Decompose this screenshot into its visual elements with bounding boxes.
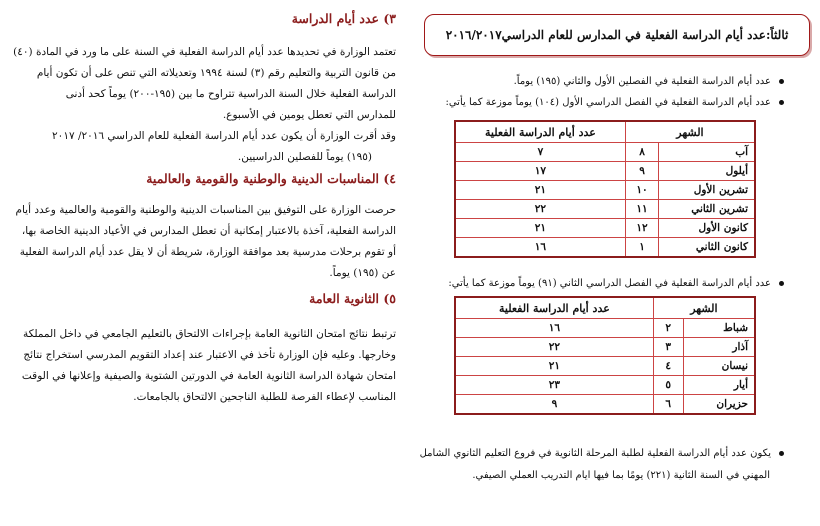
bullet-text: عدد أيام الدراسة الفعلية في الفصلين الأول والثاني (١٩٥) يوماً. xyxy=(513,76,771,87)
para-line: المناسب لإعطاء الفرصة للطلبة الناجحين الالتحاق بالجامعات. xyxy=(133,391,396,403)
section-4-heading: ٤) المناسبات الدينية والوطنية والقومية والعالمية xyxy=(146,171,396,186)
section-3-heading: ٣) عدد أيام الدراسة xyxy=(291,11,396,26)
days-column-header: عدد أيام الدراسة الفعلية xyxy=(455,121,625,143)
month-column-header: الشهر xyxy=(625,121,755,143)
days-cell: ١٦ xyxy=(455,319,653,338)
table-row xyxy=(455,319,755,338)
section-5-paragraph xyxy=(12,324,396,408)
bullet-icon xyxy=(779,451,784,456)
days-cell: ٢٢ xyxy=(455,200,625,219)
para-line: (١٩٥) يوماً للفصلين الدراسيين. xyxy=(237,151,372,163)
para-line: ترتبط نتائج امتحان الثانوية العامة بإجراءات الالتحاق بالتعليم الجامعي في داخل المملكة xyxy=(22,328,396,340)
days-cell: ١٦ xyxy=(455,238,625,258)
month-number-cell: ٥ xyxy=(653,376,683,395)
section-3-paragraph xyxy=(12,42,396,168)
table-row xyxy=(455,376,755,395)
month-number-cell: ١١ xyxy=(625,200,658,219)
days-cell: ١٧ xyxy=(455,162,625,181)
month-cell: تشرين الأول xyxy=(659,181,755,200)
bullet-text: عدد أيام الدراسة الفعلية في الفصل الدراسي الأول (١٠٤) يوماً موزعة كما يأتي: xyxy=(445,97,771,108)
table-row xyxy=(455,181,755,200)
bullet-text: يكون عدد أيام الدراسة الفعلية لطلبة المرحلة الثانوية في فروع التعليم الثانوي الشامل xyxy=(419,448,771,459)
month-number-cell: ٤ xyxy=(653,357,683,376)
bullet-item xyxy=(514,74,784,89)
days-cell: ٧ xyxy=(455,143,625,162)
days-cell: ٢١ xyxy=(455,357,653,376)
month-number-cell: ٨ xyxy=(625,143,658,162)
month-cell: آذار xyxy=(683,338,755,357)
table-row xyxy=(455,162,755,181)
days-cell: ٢١ xyxy=(455,219,625,238)
bullet-continuation xyxy=(472,468,770,483)
bullet-item xyxy=(445,95,784,110)
month-cell: شباط xyxy=(683,319,755,338)
month-cell: أيار xyxy=(683,376,755,395)
table-row xyxy=(455,395,755,415)
para-line: امتحان شهادة الدراسة الثانوية العامة في الدورتين الشتوية والصيفية وإعلانها في الوقت xyxy=(21,370,396,382)
month-cell: كانون الأول xyxy=(659,219,755,238)
month-number-cell: ٢ xyxy=(653,319,683,338)
table-header-row xyxy=(455,297,755,319)
para-line: حرصت الوزارة على التوفيق بين المناسبات الدينية والوطنية والقومية والعالمية وعدد أيام xyxy=(15,204,396,216)
table-row xyxy=(455,219,755,238)
days-cell: ٢٣ xyxy=(455,376,653,395)
month-cell: آب xyxy=(659,143,755,162)
days-cell: ٢٢ xyxy=(455,338,653,357)
table-row xyxy=(455,200,755,219)
month-cell: كانون الثاني xyxy=(659,238,755,258)
table-row xyxy=(455,338,755,357)
month-cell: نيسان xyxy=(683,357,755,376)
table-header-row xyxy=(455,121,755,143)
bullet-text: عدد أيام الدراسة الفعلية في الفصل الدراسي الثاني (٩١) يوماً موزعة كما يأتي: xyxy=(448,278,771,289)
month-number-cell: ١ xyxy=(625,238,658,258)
days-cell: ٢١ xyxy=(455,181,625,200)
month-cell: أيلول xyxy=(659,162,755,181)
month-number-cell: ١٠ xyxy=(625,181,658,200)
section-5-heading: ٥) الثانوية العامة xyxy=(309,291,396,306)
table-row xyxy=(455,357,755,376)
para-line: الدراسة الفعلية خلال السنة الدراسية تتراوح ما بين (١٩٥-٢٠٠) يوماً كحد أدنى xyxy=(65,88,396,100)
bullet-item xyxy=(448,276,784,291)
para-line: وقد أقرت الوزارة أن يكون عدد أيام الدراسة الفعلية للعام الدراسي ٢٠١٦/ ٢٠١٧ xyxy=(52,130,396,142)
bullet-icon xyxy=(779,100,784,105)
bullet-item xyxy=(420,446,784,461)
bullet-text: المهني في السنة الثانية (٢٢١) يومًا بما فيها ايام التدريب العملي الصيفي. xyxy=(472,470,770,481)
second-semester-table xyxy=(454,296,756,415)
para-line: من قانون التربية والتعليم رقم (٣) لسنة ١٩٩٤ وتعديلاته التي تنص على أن تكون أيام xyxy=(36,67,396,79)
para-line: الدراسة الفعلية، آخذة بالاعتبار إمكانية أن تعطل المدارس في الأعياد الدينية الخاصة بها، xyxy=(21,225,396,237)
section-4-paragraph xyxy=(12,200,396,284)
para-line: أو تقوم برحلات مدرسية بعد موافقة الوزارة، شريطة أن لا يقل عدد أيام الدراسة الفعلية xyxy=(19,246,396,258)
month-cell: تشرين الثاني xyxy=(659,200,755,219)
narrative-column xyxy=(12,10,396,408)
days-column-header: عدد أيام الدراسة الفعلية xyxy=(455,297,653,319)
table-row xyxy=(455,238,755,258)
para-line: للمدارس التي تعطل يومين في الأسبوع. xyxy=(222,109,396,121)
para-line: تعتمد الوزارة في تحديدها عدد أيام الدراسة الفعلية في السنة على ما ورد في المادة (٤٠) xyxy=(13,46,396,58)
month-number-cell: ٣ xyxy=(653,338,683,357)
bullet-icon xyxy=(779,79,784,84)
title-box xyxy=(424,14,810,56)
para-line: عن (١٩٥) يوماً. xyxy=(329,267,396,279)
month-number-cell: ١٢ xyxy=(625,219,658,238)
month-number-cell: ٦ xyxy=(653,395,683,415)
month-number-cell: ٩ xyxy=(625,162,658,181)
days-cell: ٩ xyxy=(455,395,653,415)
first-semester-table xyxy=(454,120,756,258)
month-column-header: الشهر xyxy=(653,297,755,319)
section-title: ثالثاً:عدد أيام الدراسة الفعلية في المدارس للعام الدراسي٢٠١٦/٢٠١٧ xyxy=(445,28,789,42)
table-row xyxy=(455,143,755,162)
month-cell: حزيران xyxy=(683,395,755,415)
para-line: وخارجها. وعليه فإن الوزارة تأخذ في الاعتبار عند إعداد التقويم المدرسي استخراج نتائج xyxy=(23,349,396,361)
bullet-icon xyxy=(779,281,784,286)
